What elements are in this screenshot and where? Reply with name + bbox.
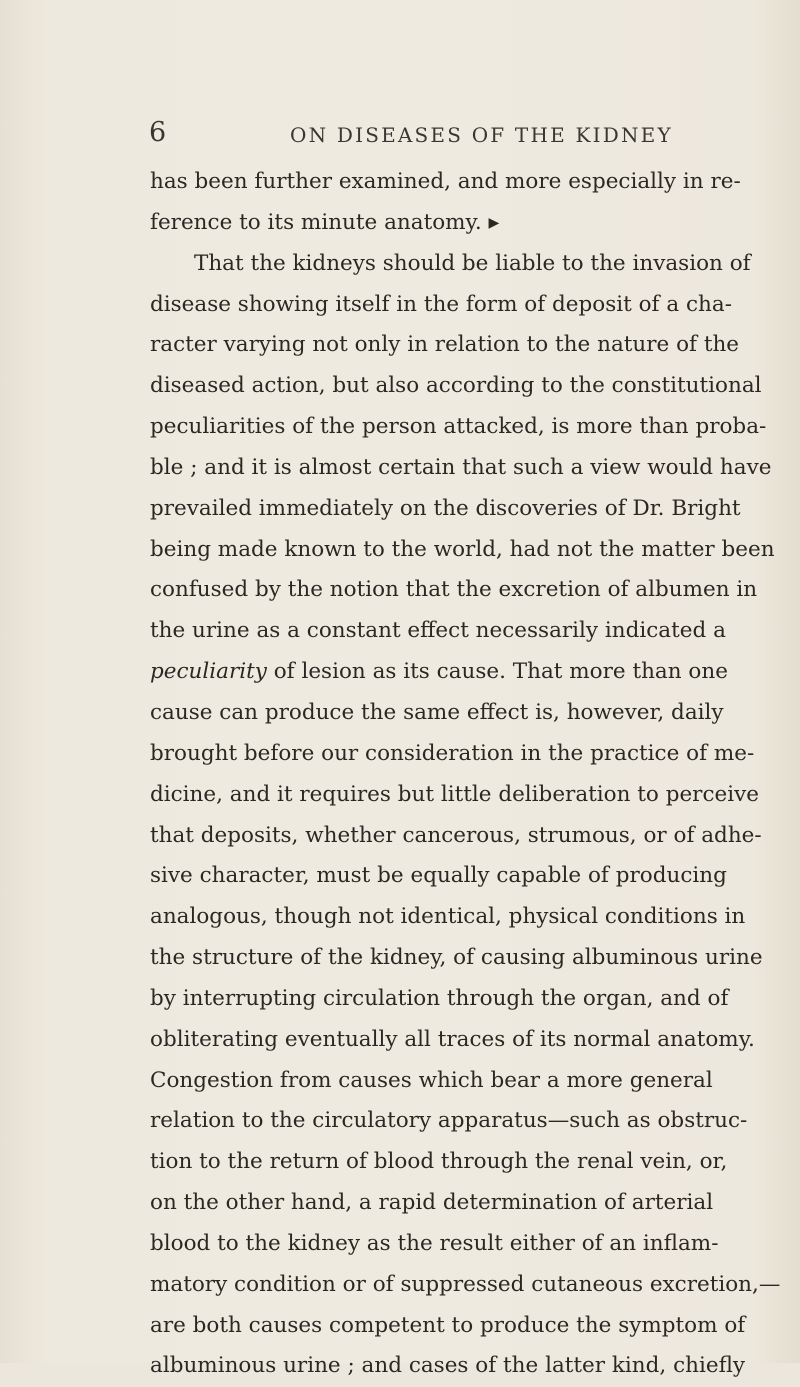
text-line: matory condition or of suppressed cutaneous excretion,— bbox=[150, 1271, 781, 1297]
text-line: Congestion from causes which bear a more general bbox=[150, 1067, 713, 1093]
text-line: prevailed immediately on the discoveries of Dr. Bright bbox=[150, 495, 741, 521]
text-line: has been further examined, and more especially in re- bbox=[150, 169, 741, 194]
text-line: racter varying not only in relation to the nature of the bbox=[150, 332, 740, 358]
text-line: albuminous urine ; and cases of the latter kind, chiefly bbox=[150, 1353, 746, 1379]
text-line: that deposits, whether cancerous, strumous, or of adhe- bbox=[150, 822, 762, 848]
italic-emphasis: peculiarity bbox=[150, 659, 267, 685]
text-line: the urine as a constant effect necessarily indicated a bbox=[150, 618, 726, 644]
body-text bbox=[150, 162, 781, 1387]
text-line-italic-start: peculiarity of lesion as its cause. That more than one bbox=[150, 659, 728, 685]
text-line: relation to the circulatory apparatus—such as obstruc- bbox=[150, 1108, 748, 1134]
text-line: dicine, and it requires but little deliberation to perceive bbox=[150, 781, 759, 807]
text-line: peculiarities of the person attacked, is more than proba- bbox=[150, 414, 767, 440]
text-line: confused by the notion that the excretion of albumen in bbox=[150, 577, 758, 603]
running-head bbox=[0, 118, 800, 152]
text-line: cause can produce the same effect is, however, daily bbox=[150, 699, 724, 725]
text-line: sive character, must be equally capable of producing bbox=[150, 863, 727, 889]
text-line: by interrupting circulation through the organ, and of bbox=[150, 985, 729, 1011]
text-line: analogous, though not identical, physical conditions in bbox=[150, 904, 746, 930]
text-line: tion to the return of blood through the renal vein, or, bbox=[150, 1149, 728, 1175]
text-line: blood to the kidney as the result either of an inflam- bbox=[150, 1230, 719, 1256]
text-line: ference to its minute anatomy. ▸ bbox=[150, 209, 500, 235]
text-line: diseased action, but also according to the constitutional bbox=[150, 373, 762, 399]
text-line: are both causes competent to produce the symptom of bbox=[150, 1312, 746, 1338]
text-line: the structure of the kidney, of causing albuminous urine bbox=[150, 945, 763, 971]
running-title: ON DISEASES OF THE KIDNEY bbox=[290, 123, 673, 147]
page-number: 6 bbox=[149, 117, 167, 148]
text-line: being made known to the world, had not the matter been bbox=[150, 536, 775, 562]
text-line: disease showing itself in the form of deposit of a cha- bbox=[150, 291, 732, 317]
text-line: obliterating eventually all traces of its normal anatomy. bbox=[150, 1026, 755, 1052]
text-line: on the other hand, a rapid determination of arterial bbox=[150, 1190, 714, 1216]
text-line: That the kidneys should be liable to the invasion of bbox=[194, 250, 751, 276]
text-line: brought before our consideration in the practice of me- bbox=[150, 740, 755, 766]
text-line: ble ; and it is almost certain that such a view would have bbox=[150, 454, 772, 480]
